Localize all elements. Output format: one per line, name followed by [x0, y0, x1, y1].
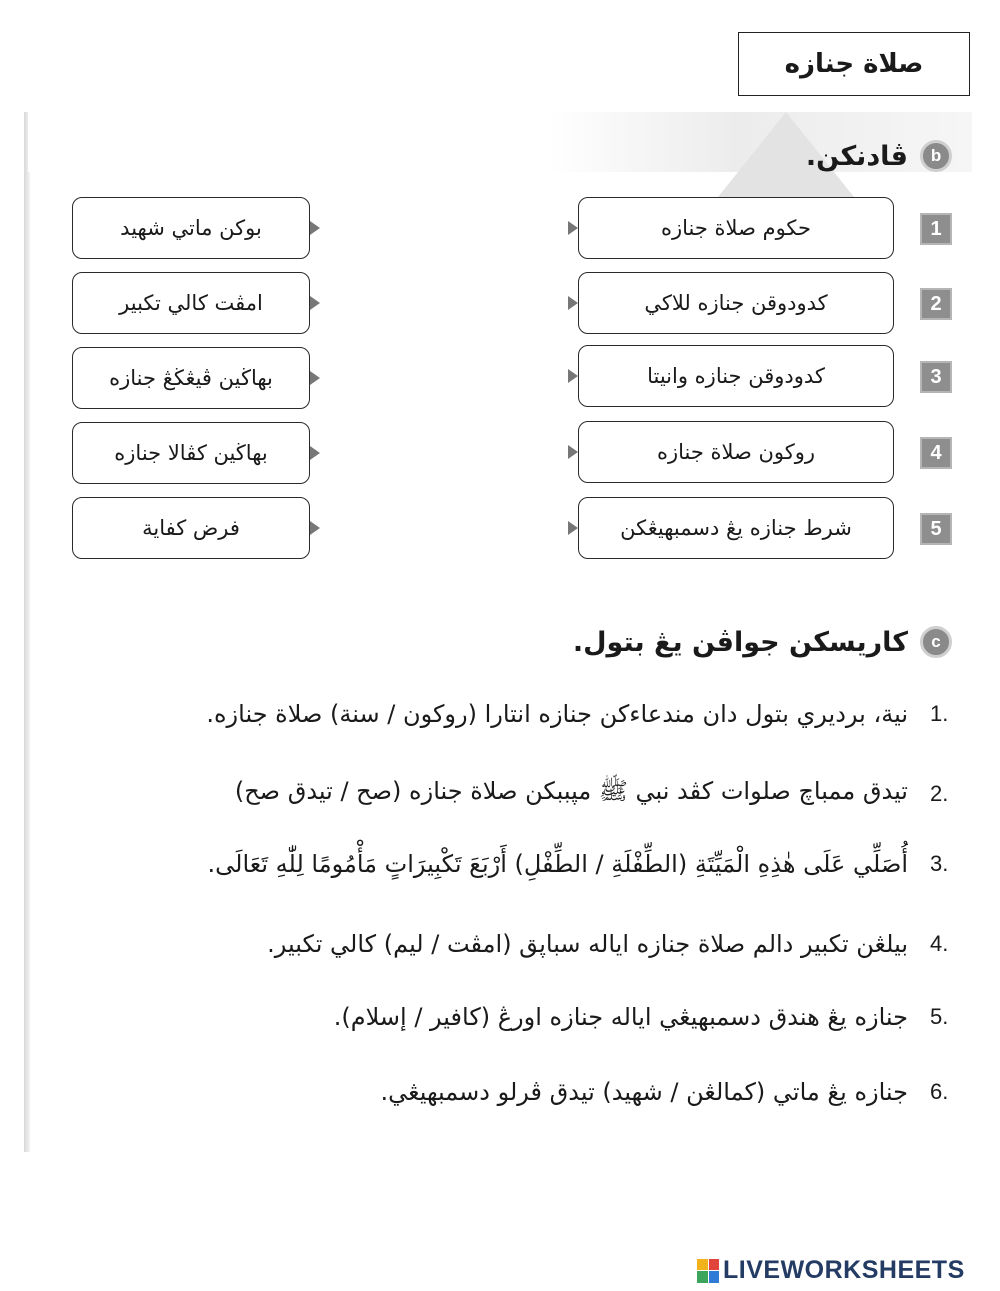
question-4	[100, 930, 960, 958]
connector-right-2	[310, 296, 320, 310]
worksheet-title: صلاة جنازه	[738, 32, 970, 96]
question-2	[100, 776, 960, 811]
question-text[interactable]: بيلڠن تكبير دالم صلاة جنازه اياله سباڽق (امڤت / ليم) كالي تكبير.	[267, 930, 908, 958]
question-5	[100, 1003, 960, 1031]
connector-right-1	[310, 221, 320, 235]
question-1	[100, 700, 960, 728]
question-text[interactable]: تيدق ممباچ صلوات كڤد نبي ﷺ مپببكن صلاة جنازه (صح / تيدق صح)	[234, 777, 908, 805]
section-c-title: كاريسكن جواڤن يڠ بتول.	[572, 626, 908, 658]
section-c-header	[573, 626, 952, 658]
question-text[interactable]: جنازه يڠ هندق دسمبهيڠي اياله جنازه اورڠ (كافير / إسلام).	[333, 1003, 908, 1031]
section-b-title: ڤادنكن.	[805, 140, 908, 172]
row-number-5: 5	[920, 513, 952, 545]
question-3	[100, 850, 960, 878]
connector-right-5	[310, 521, 320, 535]
row-number-1: 1	[920, 213, 952, 245]
match-right-2[interactable]: امڤت كالي تكبير	[72, 272, 310, 334]
question-number: 1.	[930, 701, 949, 726]
row-number-2: 2	[920, 288, 952, 320]
section-b-header	[806, 140, 952, 172]
match-right-4[interactable]: بهاڬين كڤالا جنازه	[72, 422, 310, 484]
question-number: 3.	[930, 851, 949, 876]
connector-left-5	[568, 521, 578, 535]
row-number-4: 4	[920, 437, 952, 469]
match-left-1[interactable]: حكوم صلاة جنازه	[578, 197, 894, 259]
question-number: 4.	[930, 931, 949, 956]
connector-right-4	[310, 446, 320, 460]
row-number-3: 3	[920, 361, 952, 393]
connector-left-4	[568, 445, 578, 459]
connector-left-3	[568, 369, 578, 383]
section-b-badge: b	[920, 140, 952, 172]
connector-right-3	[310, 371, 320, 385]
match-left-2[interactable]: كدودوقن جنازه للاكي	[578, 272, 894, 334]
connector-left-2	[568, 296, 578, 310]
section-c-badge: c	[920, 626, 952, 658]
question-6	[100, 1078, 960, 1106]
match-right-5[interactable]: فرض كفاية	[72, 497, 310, 559]
connector-left-1	[568, 221, 578, 235]
liveworksheets-icon	[697, 1259, 719, 1283]
liveworksheets-logo[interactable]	[697, 1256, 965, 1285]
match-left-3[interactable]: كدودوقن جنازه وانيتا	[578, 345, 894, 407]
match-right-3[interactable]: بهاڬين ڤيڠڬڠ جنازه	[72, 347, 310, 409]
scan-edge	[24, 112, 30, 1152]
match-left-4[interactable]: روكون صلاة جنازه	[578, 421, 894, 483]
match-left-5[interactable]: شرط جنازه يڠ دسمبهيڠكن	[578, 497, 894, 559]
question-number: 5.	[930, 1004, 949, 1029]
question-number: 2.	[930, 780, 949, 806]
question-text[interactable]: أُصَلِّي عَلَى هٰذِهِ الْمَيِّتَةِ (الطِّفْلَةِ / الطِّفْلِ) أَرْبَعَ تَكْبِيرَاتٍ مَأْمُومًا لِلّٰهِ تَعَالَى.	[207, 850, 908, 878]
question-number: 6.	[930, 1079, 949, 1104]
question-text[interactable]: نية، برديري بتول دان مندعاءكن جنازه انتارا (روكون / سنة) صلاة جنازه.	[206, 700, 908, 728]
liveworksheets-wordmark: LIVEWORKSHEETS	[723, 1256, 965, 1284]
question-text[interactable]: جنازه يڠ ماتي (كمالڠن / شهيد) تيدق ڤرلو دسمبهيڠي.	[380, 1078, 908, 1106]
match-right-1[interactable]: بوكن ماتي شهيد	[72, 197, 310, 259]
